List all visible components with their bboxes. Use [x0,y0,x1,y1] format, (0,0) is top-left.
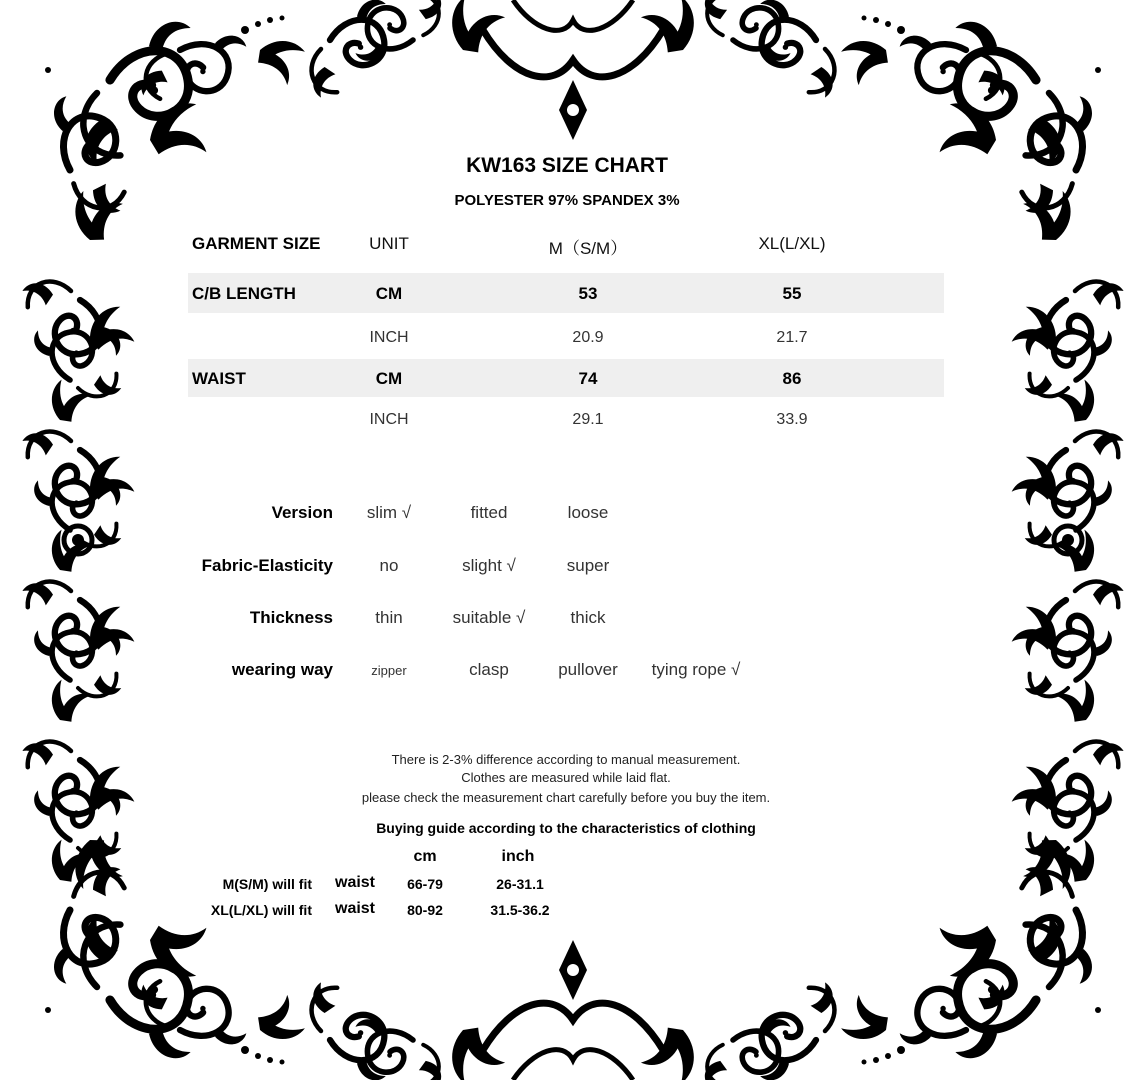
row-label-waist: WAIST [192,369,246,388]
buying-guide-title: Buying guide according to the characteristics of clothing [376,820,756,836]
buying-guide-col-inch: inch [501,848,535,865]
note-line: Clothes are measured while laid flat. [461,770,671,785]
chart-title: KW163 SIZE CHART [466,154,668,177]
cell-m: 20.9 [572,329,604,346]
attribute-option: zipper [371,663,407,678]
attribute-option: loose [567,503,609,522]
cell-xl: 21.7 [776,329,808,346]
table-row-band [188,359,944,397]
buying-guide-cm: 80-92 [407,902,443,918]
cell-m: 29.1 [572,411,604,428]
cell-unit: CM [375,369,403,388]
row-label-cb-length: C/B LENGTH [192,284,296,303]
attribute-option: slim √ [366,503,412,522]
cell-m: 53 [578,284,598,303]
attribute-option: clasp [469,660,509,679]
table-row-band [188,273,944,313]
attribute-label-version: Version [271,503,333,522]
cell-unit: CM [375,284,403,303]
buying-guide-row-label: M(S/M) will fit [222,876,312,892]
column-header-xl: XL(L/XL) [758,234,826,253]
note-line: There is 2-3% difference according to manual measurement. [391,752,741,767]
cell-m: 74 [578,369,598,388]
cell-xl: 55 [782,284,802,303]
column-header-garment-size: GARMENT SIZE [192,234,321,253]
column-header-unit: UNIT [369,234,409,253]
attribute-option: suitable √ [452,608,526,627]
note-line: please check the measurement chart carefully before you buy the item. [361,790,771,805]
attribute-option: thin [375,608,403,627]
buying-guide-inch: 26-31.1 [496,876,544,892]
cell-unit: INCH [369,411,409,428]
attribute-label-wearing-way: wearing way [231,660,333,679]
cell-xl: 86 [782,369,802,388]
buying-guide-part: waist [334,900,376,917]
cell-xl: 33.9 [776,411,808,428]
attribute-option: thick [570,608,606,627]
column-header-m: M（S/M） [548,239,628,258]
attribute-option: super [566,556,610,575]
buying-guide-inch: 31.5-36.2 [490,902,550,918]
attribute-option: no [379,556,399,575]
attribute-option: slight √ [462,556,516,575]
material-composition: POLYESTER 97% SPANDEX 3% [454,192,680,209]
attribute-option: pullover [558,660,618,679]
buying-guide-part: waist [334,874,376,891]
buying-guide-col-cm: cm [413,848,437,865]
cell-unit: INCH [369,329,409,346]
buying-guide-cm: 66-79 [407,876,443,892]
attribute-label-thickness: Thickness [249,608,333,627]
attribute-label-fabric-elasticity: Fabric-Elasticity [201,556,333,575]
attribute-option: tying rope √ [651,660,741,679]
attribute-option: fitted [470,503,508,522]
buying-guide-row-label: XL(L/XL) will fit [210,902,312,918]
